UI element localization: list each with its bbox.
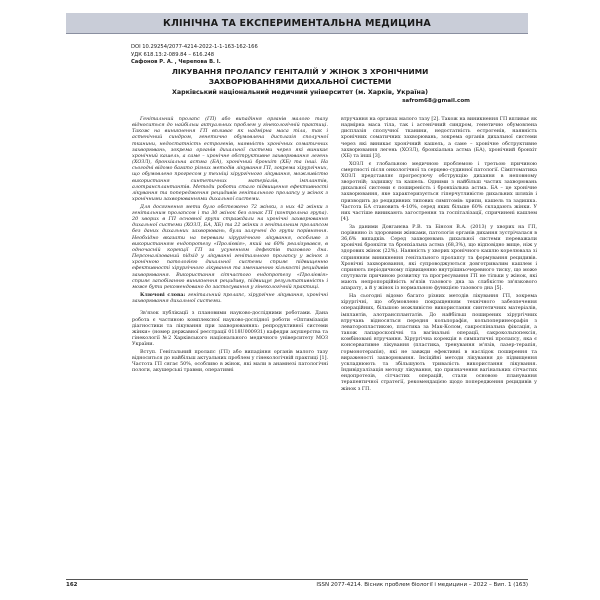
body-paragraph: На сьогодні відомо багато різних методів лікування ГП, зокрема хірургічні, що обумовлено покращенням технічного забезпечення операційних, більшою можливістю використання синтетичних матеріалів, імплантів, алотрансплантатів. До найбільш поширених хірургічних втручань відносяться передня кольпорафія, кольпоперинеорафія з леваторопластикою, пластика за Мак-Колом, сакроспінальна фіксація, а також лапароскопічні та вагінальні операції, сакрокольпопексія, комбіновані втручання. Хірургічна корекція в симпатичні пролапсу, яка є консервативне лікування (пластика, тренування м'язів, лазер-терапія, гормонотерапія), які не завжди ефективні в наслідок поширення та вираженості захворювання. Інсіційні методи лікування до підвищення ускладнюють та збільшують тривалість використання лікування. Індивідуалізація методу лікування, що призначення вагінальних сітчастих ендопротезів, сітчастих операцій, стали основою планування терапевтичної стратегії, рекомендацією щодо попередження рецидивів у жінок з ГП. [341,293,537,392]
abstract-paragraph: Генітальний пролапс (ГП) або випадіння органів малого тазу відноситься до найбільш актуальних проблем у гінекологічній практиці. Також на виникнення ГП впливає як надмірна маса тіла, так і астенічний синдром, генетично обумовлена дисплазія сполучної тканини, недостатність естрогенів, наявність хронічних соматичних захворювань, зокрема органів дихальної системи через які виникає хронічний кашель, а саме – хронічне обструктивне захворювання легень (ХОЗЛ), бронхіальна астма (БА), хронічний бронхіт (ХБ) та інші. На сьогодні відомо багато різних методів лікування ГП, зокрема хірургічних, що обумовлено прогресом у техніці хірургічного лікування, можливістю використання синтетичних матеріалів, імплантів, алотрансплантантів. Методи роботи стало підвищення ефективності лікування та попередження рецидивів генітального пролапсу у жінок з хронічними захворюваннями дихальної системи. [132,116,328,203]
body-paragraph: втручання на органах малого тазу [2]. Також на виникнення ГП впливає як надмірна маса тіла, так і астенічний синдром, генетично обумовлена дисплазія сполучної тканини, недостатність естрогенів, наявність хронічних соматичних захворювань, зокрема органів дихальної системи через які виникає хронічний кашель, а саме – хронічне обструктивне захворювання легень (ХОЗЛ), бронхіальна астма (БА), хронічний бронхіт (ХБ) та інші [3]. [341,116,537,159]
body-paragraph: ХОЗЛ є глобальною медичною проблемою і третьою причиною смертності після онкологічної та серцево-судинної патології. Сімптоматика ХОЗЛ представляє прогресуючу обструкцію дихання в неповному зворотній; задишку та кашель. Одними з найбільш частих захворювань дихальної системи є поширеність і бронхіальна астма. БА – це хронічне захворювання, яке характеризується гіперчутливістю дихальних шляхів і призводить до рецидивних типових симптомів: хрипи, кашель та задишка. Частота БА становить 4-10%, серед яких більше 60% складають жінки. У них частіше виникають загострення та госпіталізації, спричинені кашлем [4]. [341,160,537,223]
page-footer [66,579,528,591]
abstract-paragraph: Для досягнення мети було обстежено 72 жінки, з них 42 жінки з генітальним пролапсом і та 30 жінок без ознак ГП (контрольна група). 20 хворих в ГП основної групи страждали на хронічні захворювання дихальної системи (ХОЗЛ, БА, ХБ) та 22 жінки з генітальним пролапсом без даних дихальних захворювань, були залучені до групи порівняння. Необхідно вказати на переваги хірургічного лікування, особливо з використанням ендопротезу «Пролієвія», який на 60% реалізувався, в одночасній корекції ГП за усуненням дефектів тазового дна. Персоналізований підхід у лікуванні генітального пролапсу у жінок з хронічною патологією дихальної системи сприяє підвищенню ефективності хірургічного лікування та зменшенню кількості рецидивів захворювання. Використання сітчастого ендопротезу «Пролієвія» сприяє запобіганню виникнення рецидиву, підвищує результативність і може бути рекомендовано до застосування у гінекологічній практиці. [132,203,328,290]
affiliation: Харківський національний медичний університет (м. Харків, Україна) [172,89,428,96]
article-meta [131,44,258,67]
right-column [341,116,537,393]
article-title [110,67,490,86]
abstract [132,116,328,304]
body-paragraph: За даними Довганєва Р.В. та Бінсон В.А. (2013) у хворих на ГП, порівняно із здоровими жінками, патологія органів дихання зустрічалася в 36,6% випадків. Серед захворювань дихальної системи переважали хронічні бронхіти та бронхіальна астма (68,3%), що відповідно вище, ніж у здорових жінок (22%). Наявність у хворих хронічного кашлю корелювала зі сприянням виникнення генітального пролапсу та формування рецидивів. Хронічні захворювання, які супроводжуються довготривалим кашлем і сприяють періодичному підвищенню внутрішньочеревного тиску, що може спутувати причиною розвитку та прогресування ГП не тільки у жінок, які мають непропорційність м'язів тазового дна за слабкістю зв'язкового апарату, а й у жінок із нормальною функцією тазового дна [5]. [341,223,537,292]
journal-issn: ISSN 2077-4214. Вісник проблем біології і медицини – 2022 – Вип. 1 (163) [316,582,528,588]
title-line-1: ЛІКУВАННЯ ПРОЛАПСУ ГЕНІТАЛІЙ У ЖІНОК З ХРОНІЧНИМИ [171,67,429,76]
left-column [132,116,328,375]
title-line-2: ЗАХВОРЮВАННЯМИ ДИХАЛЬНОЇ СИСТЕМИ [208,76,392,86]
keywords [132,292,328,304]
author-email: safrom68@gmail.com [402,98,470,104]
authors: Сафонов Р. А. , Черепова В. І. [131,59,221,66]
udc: УДК 618.13:2-089.84 – 616.248 [131,51,215,58]
section-header [66,13,528,34]
keywords-label: Ключові слова: [140,291,186,298]
doi: DOI 10.29254/2077-4214-2022-1-1-163-162-166 [131,44,258,50]
body-paragraph: Вступ. Генітальний пролапс (ГП) або випадіння органів малого тазу відноситься до найбільш актуальних проблем у гінекологічній практиці [1]. Частота ГП сягає 50%, особливо в жінок, які мали в анамнезі патологічні пологи, акушерські травми, оперативні [132,349,328,374]
body-paragraph: Зв'язок публікації з плановими науково-дослідними роботами. Дана робота є частиною комплексної науково-дослідної роботи «Оптимізація діагностики та лікування при захворюваннях: репродуктивної системи жінки» (номер державної реєстрації 0118U000931) кафедри акушерства та гінекології №2 Харківського національного медичного університету МОЗ України. [132,310,328,348]
page-number: 162 [66,582,78,588]
section-title: КЛІНІЧНА ТА ЕКСПЕРИМЕНТАЛЬНА МЕДИЦИНА [163,17,431,29]
keywords-text: генітальний пролапс, хірургічне лікування, хронічні захворювання дихальної системи. [132,291,329,304]
